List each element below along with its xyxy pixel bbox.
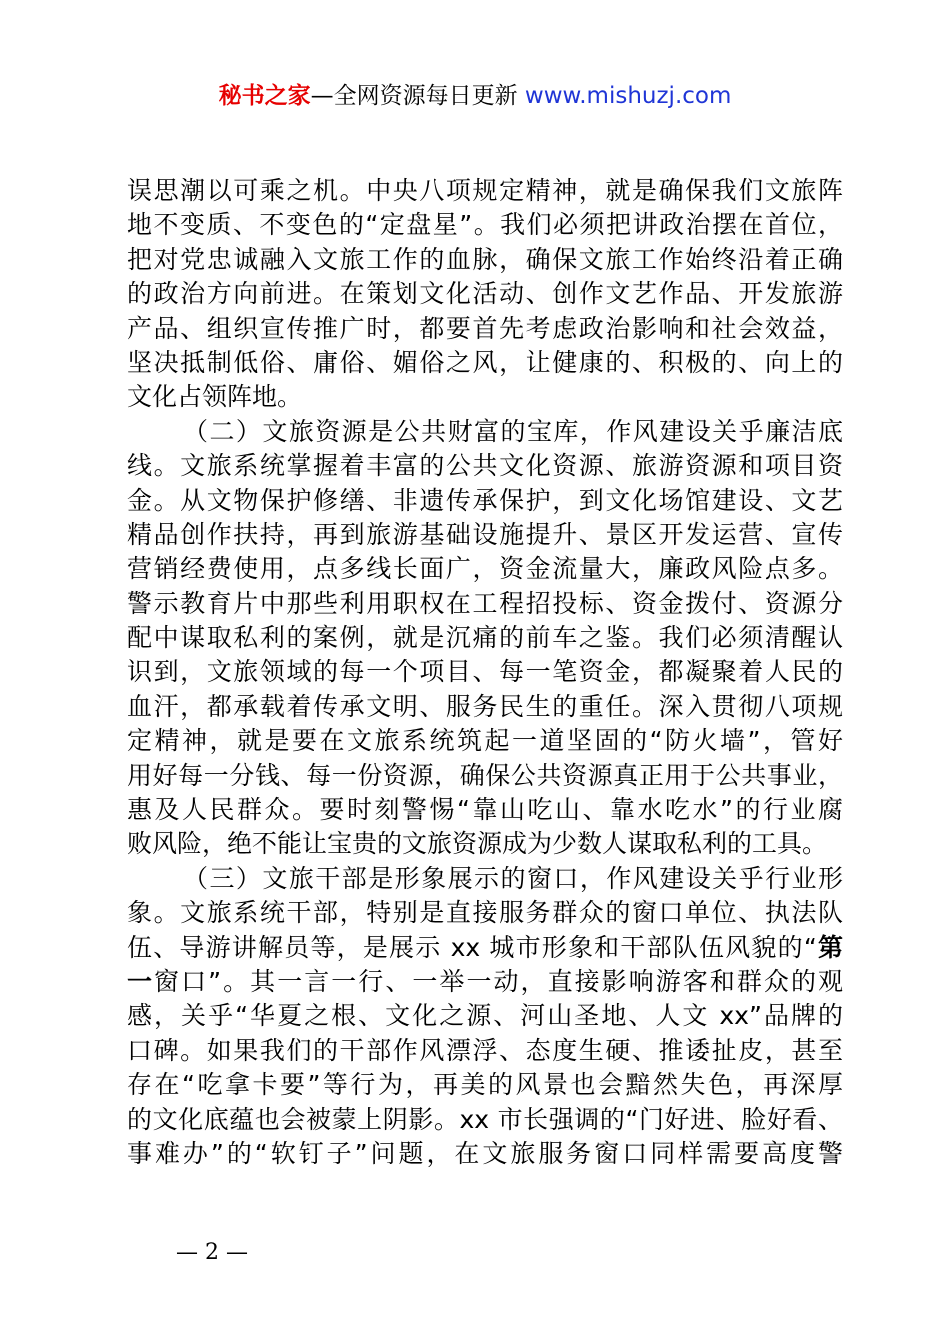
text-line: 产品、组织宣传推广时，都要首先考虑政治影响和社会效益， — [127, 313, 843, 343]
site-header — [0, 80, 950, 112]
page-number: — 2 — — [176, 1240, 248, 1265]
bold-text-segment: 第 — [816, 932, 843, 962]
text-line: 用好每一分钱、每一份资源，确保公共资源真正用于公共事业， — [127, 760, 843, 790]
text-line: 血汗，都承载着传承文明、服务民生的重任。深入贯彻八项规 — [127, 691, 843, 721]
text-line: 的政治方向前进。在策划文化活动、创作文艺作品、开发旅游 — [127, 279, 843, 309]
bold-text-segment: 一 — [127, 966, 155, 996]
text-line: 配中谋取私利的案例，就是沉痛的前车之鉴。我们必须清醒认 — [127, 623, 843, 653]
text-line: 精品创作扶持，再到旅游基础设施提升、景区开发运营、宣传 — [127, 519, 843, 549]
text-line: 警示教育片中那些利用职权在工程招投标、资金拨付、资源分 — [127, 588, 843, 618]
text-line: 事难办”的“软钉子”问题，在文旅服务窗口同样需要高度警 — [127, 1138, 843, 1168]
text-line: 线。文旅系统掌握着丰富的公共文化资源、旅游资源和项目资 — [127, 451, 843, 481]
text-line: 象。文旅系统干部，特别是直接服务群众的窗口单位、执法队 — [127, 898, 843, 928]
text-segment: 窗口”。其一言一行、一举一动，直接影响游客和群众的观 — [154, 966, 843, 996]
text-line: 感，关乎“华夏之根、文化之源、河山圣地、人文 xx”品牌的 — [127, 1001, 843, 1031]
site-brand: 秘书之家 — [218, 83, 311, 109]
section-heading-line: （二）文旅资源是公共财富的宝库，作风建设关乎廉洁底 — [183, 416, 843, 446]
text-line: 文化占领阵地。 — [127, 382, 303, 412]
text-line: 败风险，绝不能让宝贵的文旅资源成为少数人谋取私利的工具。 — [127, 829, 828, 859]
text-line: 惠及人民群众。要时刻警惕“靠山吃山、靠水吃水”的行业腐 — [127, 795, 843, 825]
text-line: 存在“吃拿卡要”等行为，再美的风景也会黯然失色，再深厚 — [127, 1070, 843, 1100]
text-line: 金。从文物保护修缮、非遗传承保护，到文化场馆建设、文艺 — [127, 485, 843, 515]
site-url-link[interactable]: www.mishuzj.com — [524, 83, 732, 109]
section-heading-line: （三）文旅干部是形象展示的窗口，作风建设关乎行业形 — [183, 863, 843, 893]
text-line — [127, 931, 843, 965]
document-body — [127, 174, 843, 1171]
text-segment: 伍、导游讲解员等，是展示 xx 城市形象和干部队伍风貌的“ — [127, 932, 817, 962]
text-line: 坚决抵制低俗、庸俗、媚俗之风，让健康的、积极的、向上的 — [127, 347, 843, 377]
text-line: 口碑。如果我们的干部作风漂浮、态度生硬、推诿扯皮，甚至 — [127, 1035, 843, 1065]
text-line: 地不变质、不变色的“定盘星”。我们必须把讲政治摆在首位， — [127, 210, 843, 240]
text-line: 营销经费使用，点多线长面广，资金流量大，廉政风险点多。 — [127, 554, 843, 584]
text-line — [127, 965, 843, 999]
text-line: 的文化底蕴也会被蒙上阴影。xx 市长强调的“门好进、脸好看、 — [127, 1104, 843, 1134]
text-line: 定精神，就是要在文旅系统筑起一道坚固的“防火墙”，管好 — [127, 726, 843, 756]
site-tagline: —全网资源每日更新 — [310, 83, 525, 109]
text-line: 误思潮以可乘之机。中央八项规定精神，就是确保我们文旅阵 — [127, 176, 843, 205]
text-line: 把对党忠诚融入文旅工作的血脉，确保文旅工作始终沿着正确 — [127, 244, 843, 274]
text-line: 识到，文旅领域的每一个项目、每一笔资金，都凝聚着人民的 — [127, 657, 843, 687]
